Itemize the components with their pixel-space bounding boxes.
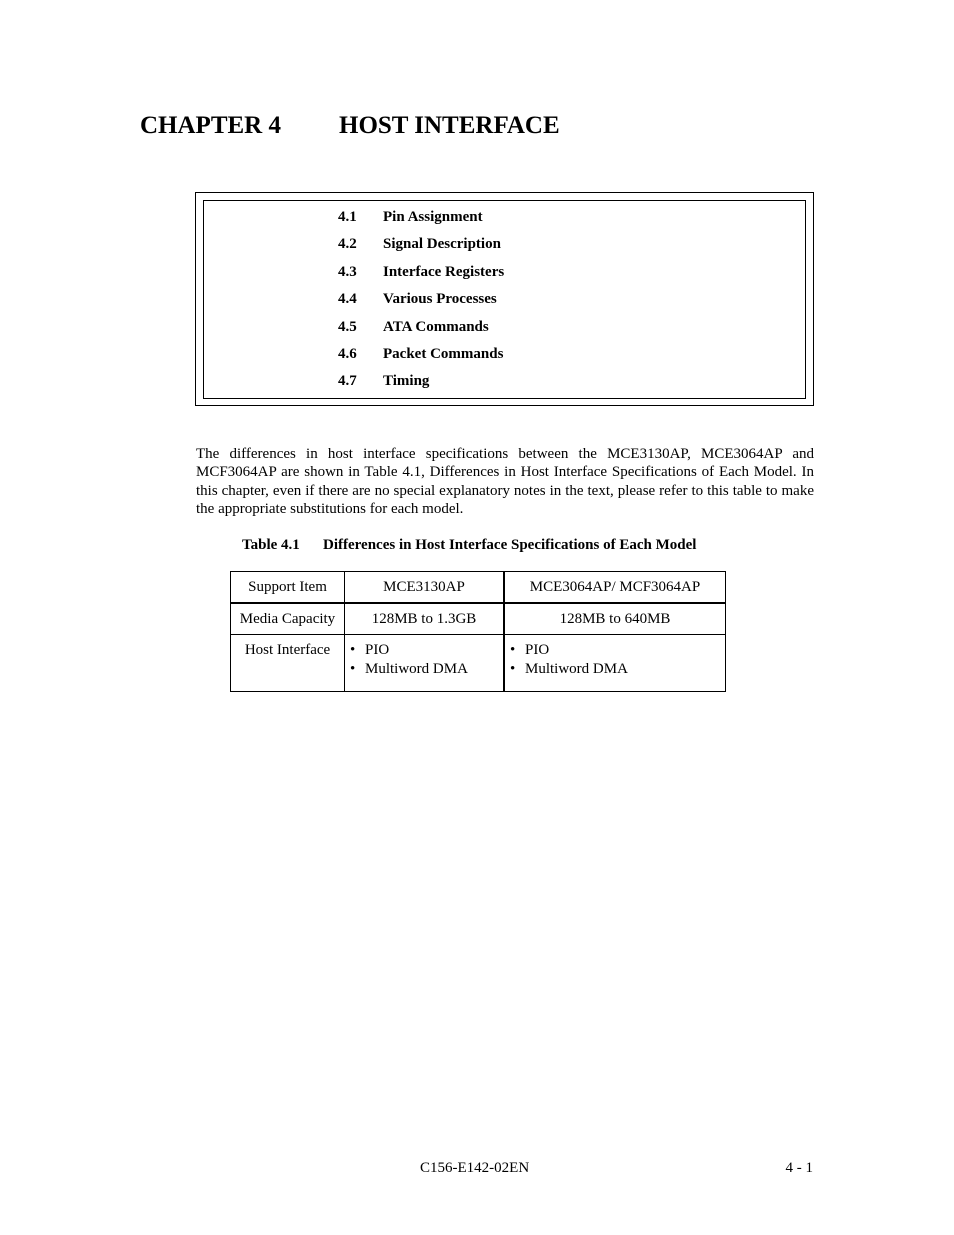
- table-caption: [242, 537, 696, 554]
- toc-item: [338, 318, 504, 345]
- table-row-label: Media Capacity: [231, 603, 345, 635]
- chapter-contents-inner-frame: [203, 200, 806, 399]
- table-cell: 128MB to 640MB: [504, 603, 726, 635]
- bullet-item: [350, 641, 497, 660]
- bullet-glyph: •: [510, 642, 516, 658]
- chapter-contents-list: [338, 208, 504, 400]
- toc-item-number: 4.6: [338, 345, 357, 362]
- toc-item: [338, 263, 504, 290]
- bullet-text: PIO: [525, 642, 550, 658]
- footer-document-id: C156-E142-02EN: [420, 1160, 530, 1176]
- table-caption-number: Table 4.1: [242, 537, 300, 553]
- table-row: [231, 635, 726, 692]
- intro-paragraph: The differences in host interface specifications between the MCE3130AP, MCE3064AP and MCF3064AP are shown in Table 4.1, Differences in Host Interface Specifications of Each Model. In this chapter, even if there are no special explanatory notes in the text, please refer to this table to make the appropriate substitutions for each model.: [196, 446, 814, 517]
- bullet-item: [350, 660, 497, 679]
- toc-item-title: Packet Commands: [383, 345, 504, 362]
- toc-item-number: 4.2: [338, 236, 357, 253]
- table-row: [231, 603, 726, 635]
- model-differences-table: [230, 571, 726, 692]
- toc-item-title: Timing: [383, 373, 430, 390]
- toc-item: [338, 345, 504, 372]
- chapter-number: CHAPTER 4: [140, 112, 281, 139]
- toc-item-title: Signal Description: [383, 236, 501, 253]
- bullet-text: PIO: [365, 642, 390, 658]
- table-caption-title: Differences in Host Interface Specifications of Each Model: [323, 537, 697, 553]
- toc-item-title: Various Processes: [383, 291, 497, 308]
- bullet-item: [510, 641, 719, 660]
- table-header-cell: MCE3064AP/ MCF3064AP: [504, 572, 726, 604]
- toc-item-title: ATA Commands: [383, 318, 489, 335]
- toc-item: [338, 290, 504, 317]
- bullet-glyph: •: [350, 661, 356, 677]
- bullet-item: [510, 660, 719, 679]
- table-header-cell: MCE3130AP: [345, 572, 505, 604]
- toc-item: [338, 372, 504, 399]
- chapter-heading: [140, 112, 560, 140]
- toc-item-title: Pin Assignment: [383, 209, 483, 225]
- table-header-row: [231, 572, 726, 604]
- toc-item-number: 4.1: [338, 209, 357, 225]
- bullet-text: Multiword DMA: [365, 661, 468, 677]
- bullet-text: Multiword DMA: [525, 661, 628, 677]
- toc-item-number: 4.5: [338, 318, 357, 335]
- chapter-title: HOST INTERFACE: [339, 112, 560, 139]
- toc-item: [338, 235, 504, 262]
- table-row-label: Host Interface: [231, 635, 345, 692]
- toc-item-number: 4.7: [338, 373, 357, 390]
- table-header-cell: Support Item: [231, 572, 345, 604]
- bullet-glyph: •: [350, 642, 356, 658]
- table-cell: 128MB to 1.3GB: [345, 603, 505, 635]
- toc-item-number: 4.4: [338, 291, 357, 308]
- footer-page-number: 4 - 1: [785, 1160, 813, 1176]
- table-cell: [345, 635, 505, 692]
- table-cell: [504, 635, 726, 692]
- bullet-glyph: •: [510, 661, 516, 677]
- chapter-contents-box: [195, 192, 814, 406]
- toc-item-title: Interface Registers: [383, 263, 505, 280]
- toc-item: [338, 208, 504, 235]
- toc-item-number: 4.3: [338, 263, 357, 280]
